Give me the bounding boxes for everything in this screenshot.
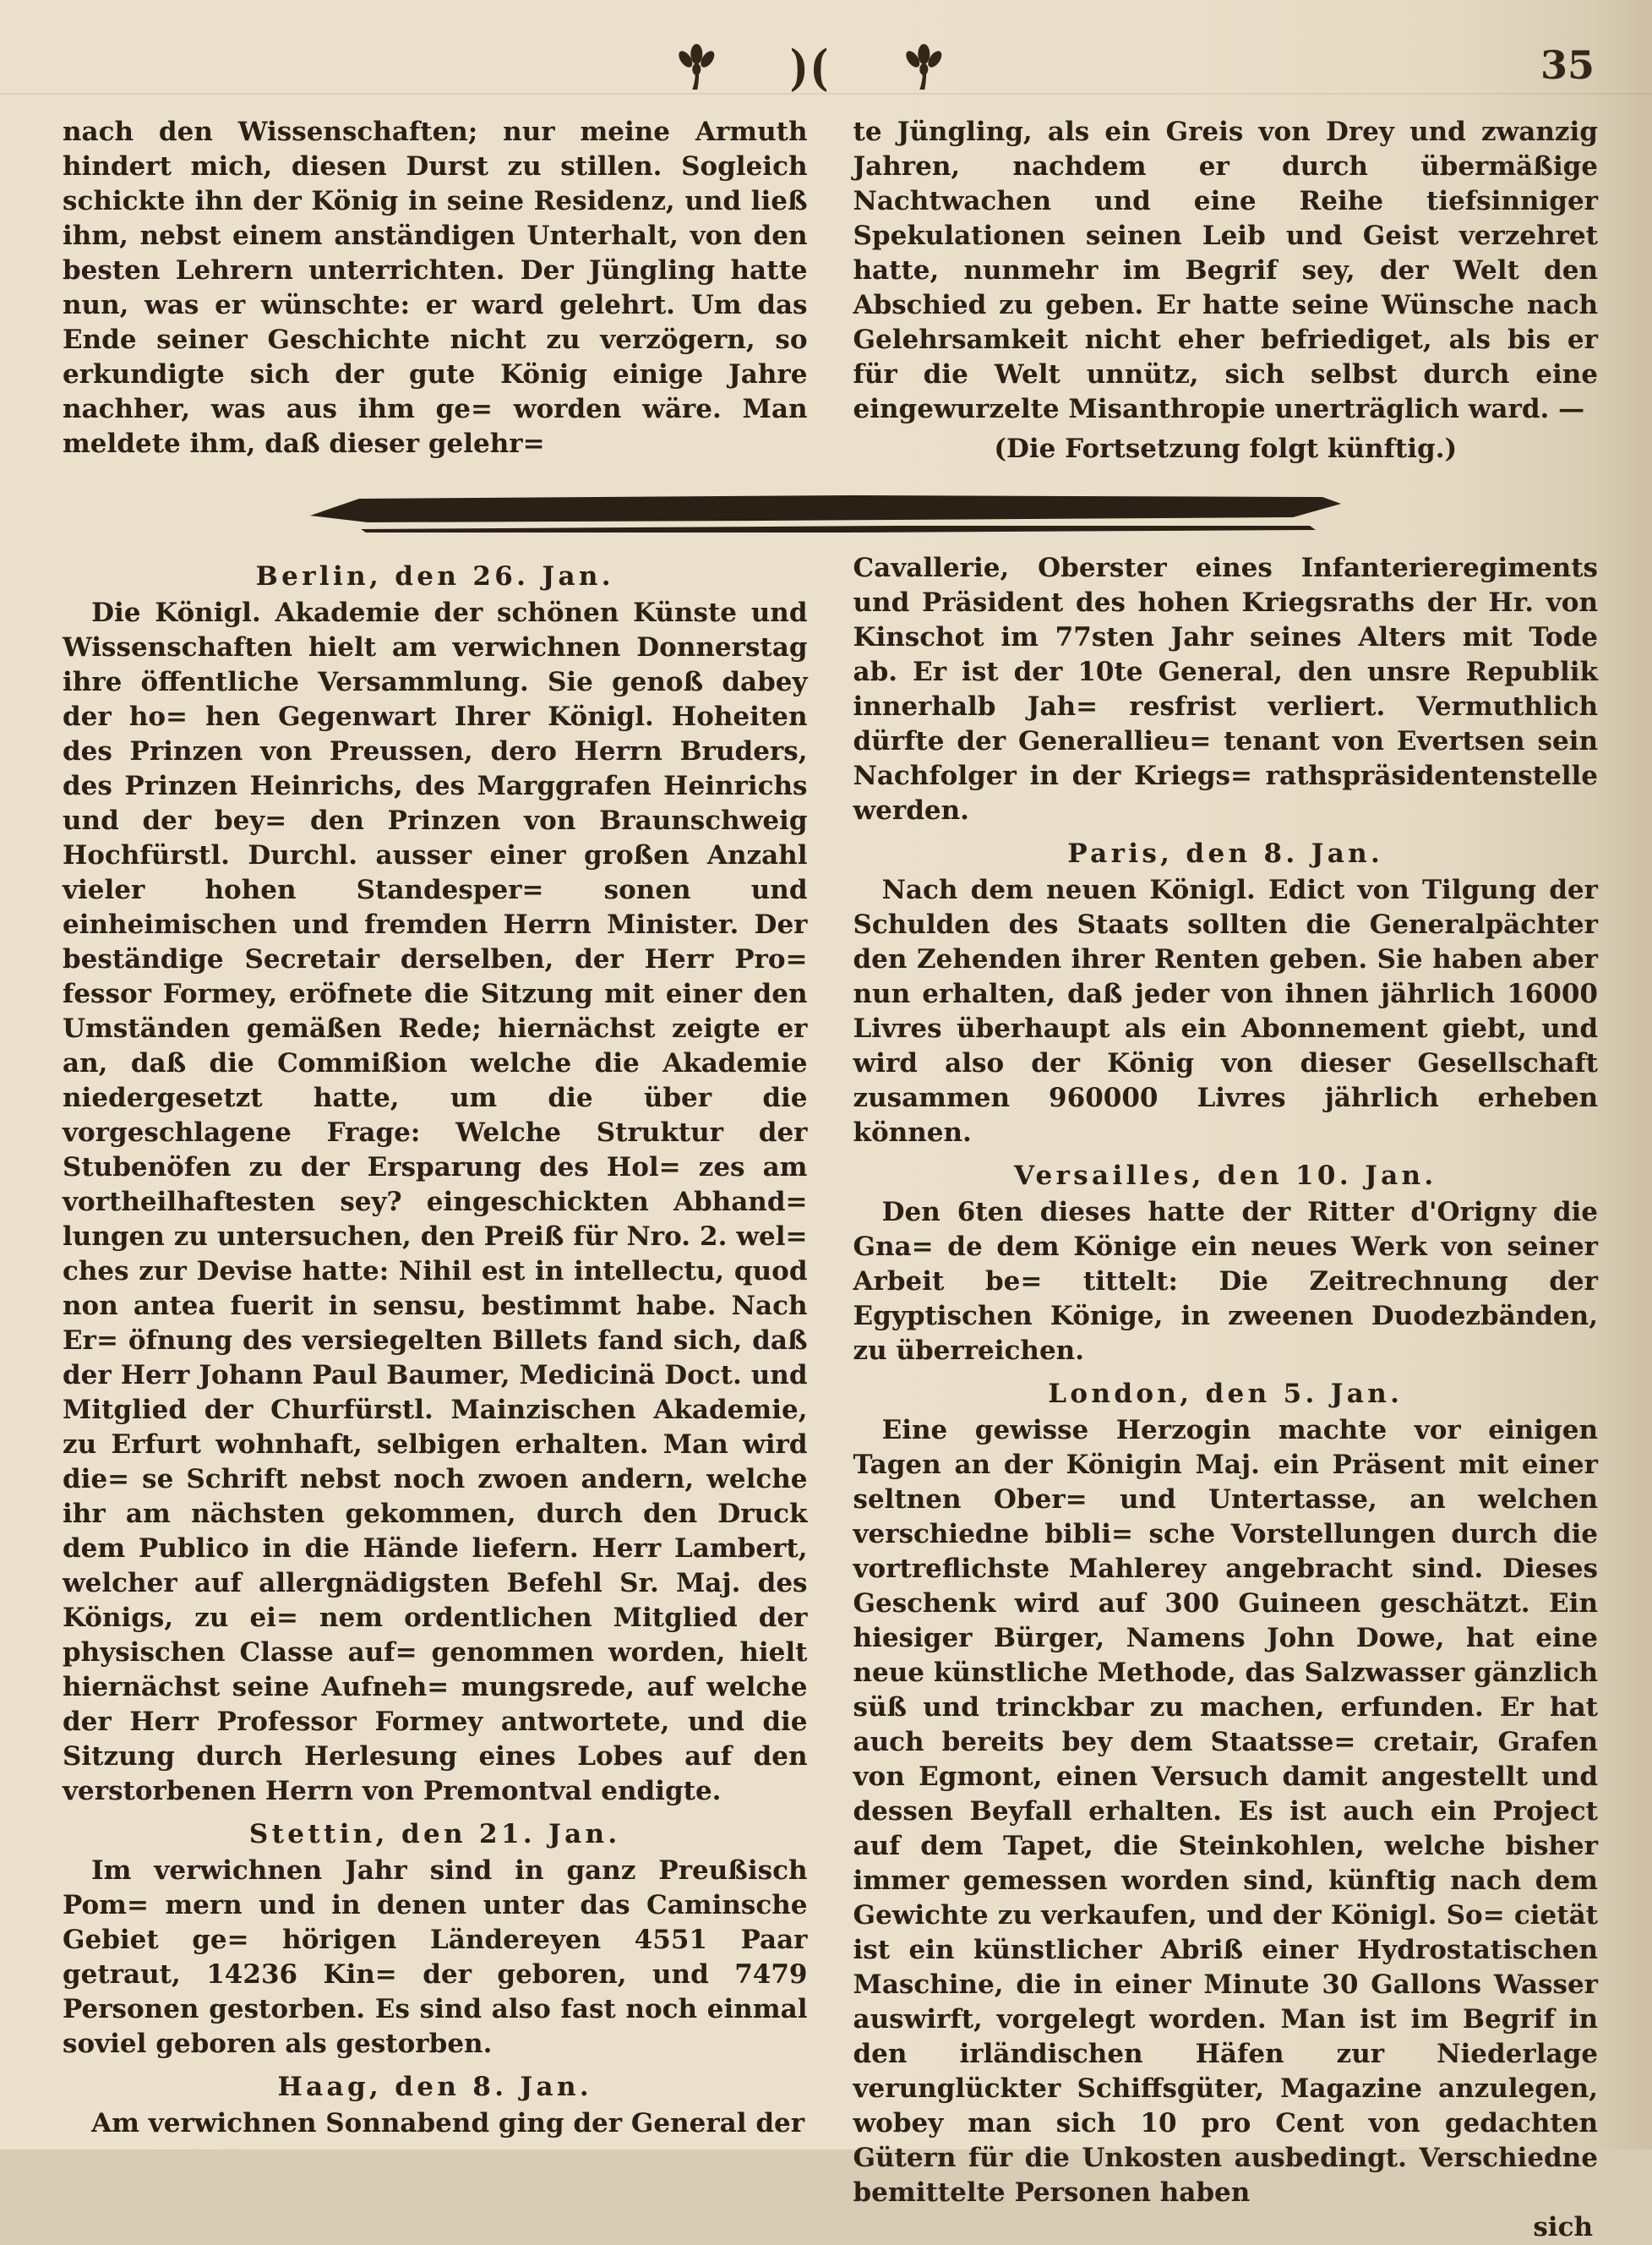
story-right-column	[853, 115, 1599, 467]
news-right-column	[853, 551, 1599, 2245]
dateline-haag: Haag, den 8. Jan.	[277, 2072, 592, 2102]
berlin-article-body: Die Königl. Akademie der schönen Künste und Wissenschaften hielt am verwichnen Donnerstag ihre öffentliche Versammlung. Sie genoß dabey der ho= hen Gegenwart Ihrer Königl. Hoheiten des Prinzen von Preussen, dero Herrn Bruders, des Prinzen Heinrichs, des Marggrafen Heinrichs und der bey= den Prinzen von Braunschweig Hochfürstl. Durchl. ausser einer großen Anzahl vieler hohen Standesper= sonen und einheimischen und fremden Herrn Minister. Der beständige Secretair derselben, der Herr Pro= fessor Formey, eröfnete die Sitzung mit einer den Umständen gemäßen Rede; hiernächst zeigte er an, daß die Commißion welche die Akademie niedergesetzt hatte, um die über die vorgeschlagene Frage: Welche Struktur der Stubenöfen zu der Ersparung des Hol= zes am vortheilhaftesten sey? eingeschickten Abhand= lungen zu untersuchen, den Preiß für Nro. 2. wel= ches zur Devise hatte: Nihil est in intellectu, quod non antea fuerit in sensu, bestimmt habe. Nach Er= öfnung des versiegelten Billets fand sich, daß der Herr Johann Paul Baumer, Medicinä Doct. und Mitglied der Churfürstl. Mainzischen Akademie, zu Erfurt wohnhaft, selbigen erhalten. Man wird die= se Schrift nebst noch zwoen andern, welche ihr am nächsten gekommen, durch den Druck dem Publico in die Hände liefern. Herr Lambert, welcher auf allergnädigsten Befehl Sr. Maj. des Königs, zu ei= nem ordentlichen Mitglied der physischen Classe auf= genommen worden, hielt hiernächst seine Aufneh= mungsrede, auf welche der Herr Professor Formey antwortete, und die Sitzung durch Herlesung eines Lobes auf den verstorbenen Herrn von Premontval endigte.	[63, 598, 808, 1806]
story-right-paragraph: te Jüngling, als ein Greis von Drey und zwanzig Jahren, nachdem er durch übermäßige Nachtwachen und eine Reihe tiefsinniger Spekulationen seinen Leib und Geist verzehret hatte, nunmehr im Begrif sey, der Welt den Abschied zu geben. Er hatte seine Wünsche nach Gelehrsamkeit nicht eher befriediget, als bis er für die Welt unnütz, sich selbst durch eine eingewurzelte Misanthropie unerträglich ward. —	[853, 117, 1598, 424]
haag-article-continuation: Cavallerie, Oberster eines Infanterieregiments und Präsident des hohen Kriegsraths der Hr. von Kinschot im 77sten Jahr seines Alters mit Tode ab. Er ist der 10te General, den unsre Republik innerhalb Jah= resfrist verliert. Vermuthlich dürfte der Generallieu= tenant von Evertsen sein Nachfolger in der Kriegs= rathspräsidentenstelle werden.	[853, 553, 1598, 826]
fleuron-ornament-right	[904, 44, 943, 91]
dateline-paris: Paris, den 8. Jan.	[1067, 838, 1384, 869]
header-center-mark: )(	[789, 39, 831, 96]
continuation-note: (Die Fortsetzung folgt künftig.)	[994, 434, 1458, 464]
fleuron-ornament-left	[677, 44, 716, 91]
story-left-paragraph: nach den Wissenschaften; nur meine Armuth hindert mich, diesen Durst zu stillen. Sogleich schickte ihn der König in seine Residenz, und ließ ihm, nebst einem anständigen Unterhalt, von den besten Lehrern unterrichten. Der Jüngling hatte nun, was er wünschte: er ward gelehrt. Um das Ende seiner Geschichte nicht zu verzögern, so erkundigte sich der gute König einige Jahre nachher, was aus ihm ge= worden wäre. Man meldete ihm, daß dieser gelehr=	[63, 117, 808, 459]
dateline-versailles: Versailles, den 10. Jan.	[1013, 1161, 1437, 1191]
page-number: 35	[1540, 42, 1595, 88]
news-left-column	[63, 551, 808, 2245]
news-section	[0, 551, 1652, 2245]
versailles-article-body: Den 6ten dieses hatte der Ritter d'Origny die Gna= de dem Könige ein neues Werk von seiner Arbeit be= tittelt: Die Zeitrechnung der Egyptischen Könige, in zweenen Duodezbänden, zu überreichen.	[853, 1197, 1598, 1366]
dateline-london: London, den 5. Jan.	[1048, 1379, 1404, 1409]
dateline-stettin: Stettin, den 21. Jan.	[248, 1819, 621, 1849]
catchword: sich	[1533, 2212, 1593, 2242]
paris-article-body: Nach dem neuen Königl. Edict von Tilgung der Schulden des Staats sollten die Generalpächter den Zehenden ihrer Renten geben. Sie haben aber nun erhalten, daß jeder von ihnen jährlich 16000 Livres überhaupt als ein Abonnement giebt, und wird also der König von dieser Gesellschaft zusammen 960000 Livres jährlich erheben können.	[853, 875, 1598, 1148]
story-left-column	[63, 115, 808, 467]
header-ornament-cluster	[677, 39, 944, 96]
stettin-article-body: Im verwichnen Jahr sind in ganz Preußisch Pom= mern und in denen unter das Caminsche Gebiet ge= hörigen Ländereyen 4551 Paar getraut, 14236 Kin= der geboren, und 7479 Personen gestorben. Es sind also fast noch einmal soviel geboren als gestorben.	[63, 1855, 808, 2059]
dateline-berlin: Berlin, den 26. Jan.	[255, 561, 614, 592]
story-section	[0, 115, 1652, 467]
haag-article-body: Am verwichnen Sonnabend ging der General der	[91, 2108, 805, 2138]
section-divider-rule	[308, 492, 1344, 536]
page-header	[0, 0, 1652, 101]
london-article-body: Eine gewisse Herzogin machte vor einigen Tagen an der Königin Maj. ein Präsent mit einer seltnen Ober= und Untertasse, an welchen verschiedne bibli= sche Vorstellungen durch die vortreflichste Mahlerey angebracht sind. Dieses Geschenk wird auf 300 Guineen geschätzt. Ein hiesiger Bürger, Namens John Dowe, hat eine neue künstliche Methode, das Salzwasser gänzlich süß und trinckbar zu machen, erfunden. Er hat auch bereits bey dem Staatsse= cretair, Grafen von Egmont, einen Versuch damit angestellt und dessen Beyfall erhalten. Es ist auch ein Project auf dem Tapet, die Steinkohlen, welche bisher immer gemessen worden sind, künftig nach dem Gewichte zu verkaufen, und der Königl. So= cietät ist ein künstlicher Abriß einer Hydrostatischen Maschine, die in einer Minute 30 Gallons Wasser auswirft, vorgelegt worden. Man ist im Begrif in den irländischen Häfen zur Niederlage verunglückter Schiffsgüter, Magazine anzulegen, wobey man sich 10 pro Cent von gedachten Gütern für die Unkosten ausbedingt. Verschiedne bemittelte Personen haben	[853, 1415, 1598, 2208]
